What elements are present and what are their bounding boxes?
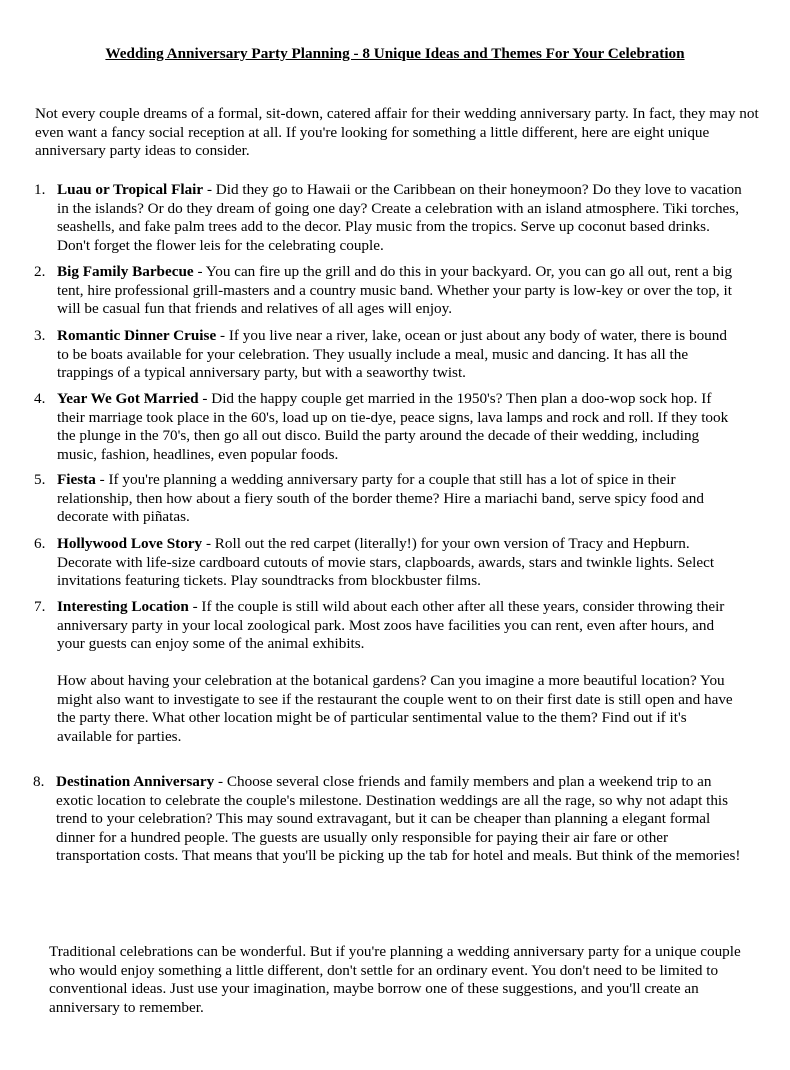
item-text: - If the couple is still wild about each other after all these years, consider throwing their anniversary party in your local zoological park. Most zoos have facilities you can rent, even after hours, and your guests can enjoy some of the animal exhibits.	[57, 598, 725, 653]
item-body	[57, 471, 742, 527]
item-text: - If you live near a river, lake, ocean or just about any body of water, there is bound to be boats available for your celebration. They usually include a meal, music and dancing. It has all the trappings of a typical anniversary party, but with a seaworthy twist.	[57, 327, 727, 382]
item-text: - You can fire up the grill and do this in your backyard. Or, you can go all out, rent a big tent, hire professional grill-masters and a country music band. Whether your party is low-key or over the top, it will be casual fun that friends and relatives of all ages will enjoy.	[57, 263, 733, 318]
item-body	[57, 327, 742, 383]
item-body	[57, 598, 742, 654]
document-title: Wedding Anniversary Party Planning - 8 Unique Ideas and Themes For Your Celebration	[105, 45, 685, 62]
item-name: Big Family Barbecue	[57, 263, 194, 280]
item-name: Year We Got Married	[57, 390, 199, 407]
item-body	[56, 773, 746, 866]
item-text: - Roll out the red carpet (literally!) for your own version of Tracy and Hepburn. Decorate with life-size cardboard cutouts of movie stars, clapboards, awards, stars and twinkle lights. Select invitations featuring tickets. Play soundtracks from blockbuster films.	[57, 535, 715, 590]
item-text: - If you're planning a wedding anniversary party for a couple that still has a lot of spice in their relationship, then how about a fiery south of the border theme? Hire a mariachi band, serve spicy food and decorate with piñatas.	[57, 471, 704, 526]
item-number: 8.	[33, 773, 45, 790]
item-body	[57, 390, 742, 464]
item-text: - Choose several close friends and family members and plan a weekend trip to an exotic location to celebrate the couple's milestone. Destination weddings are all the rage, so why not adapt this trend to your celebration? This may sound extravagant, but it can be cheaper than planning a elegant formal dinner for a hundred people. The guests are usually only responsible for paying their air fare or other transportation costs. That means that you'll be picking up the tab for hotel and meals. But think of the memories!	[56, 773, 741, 865]
item-name: Destination Anniversary	[56, 773, 215, 790]
item-name: Fiesta	[57, 471, 96, 488]
item-body	[57, 263, 742, 319]
item-number: 5.	[34, 471, 46, 488]
item-body	[57, 181, 742, 255]
item-body	[57, 535, 742, 591]
item-number: 7.	[34, 598, 46, 615]
item-text: - Did they go to Hawaii or the Caribbean on their honeymoon? Do they love to vacation in the islands? Or do they dream of going one day? Create a celebration with an island atmosphere. Tiki torches, seashells, and fake palm trees add to the decor. Play music from the tropics. Serve up coconut based drinks. Don't forget the flower leis for the celebrating couple.	[57, 181, 742, 254]
intro-paragraph: Not every couple dreams of a formal, sit-down, catered affair for their wedding anniversary party. In fact, they may not even want a fancy social reception at all. If you're looking for something a little different, here are eight unique anniversary party ideas to consider.	[35, 105, 759, 160]
item-name: Romantic Dinner Cruise	[57, 327, 217, 344]
item-name: Luau or Tropical Flair	[57, 181, 204, 198]
item-number: 1.	[34, 181, 46, 198]
item-number: 6.	[34, 535, 46, 552]
location-followup-paragraph: How about having your celebration at the botanical gardens? Can you imagine a more beautiful location? You might also want to investigate to see if the restaurant the couple went to on their first date is still open and have the party there. What other location might be of particular sentimental value to the them? Find out if it's available for parties.	[57, 672, 733, 745]
item-text: - Did the happy couple get married in the 1950's? Then plan a doo-wop sock hop. If their marriage took place in the 60's, load up on tie-dye, peace signs, lava lamps and rock and roll. If they took the plunge in the 70's, then go all out disco. Build the party around the decade of their wedding, including music, fashion, headlines, even popular foods.	[57, 390, 729, 463]
item-name: Hollywood Love Story	[57, 535, 203, 552]
item-number: 2.	[34, 263, 46, 280]
item-number: 3.	[34, 327, 46, 344]
item-number: 4.	[34, 390, 46, 407]
closing-paragraph: Traditional celebrations can be wonderful. But if you're planning a wedding anniversary party for a unique couple who would enjoy something a little different, don't settle for an ordinary event. You don't need to be limited to conventional ideas. Just use your imagination, maybe borrow one of these suggestions, and you'll create an anniversary to remember.	[49, 943, 741, 1016]
item-name: Interesting Location	[57, 598, 189, 615]
